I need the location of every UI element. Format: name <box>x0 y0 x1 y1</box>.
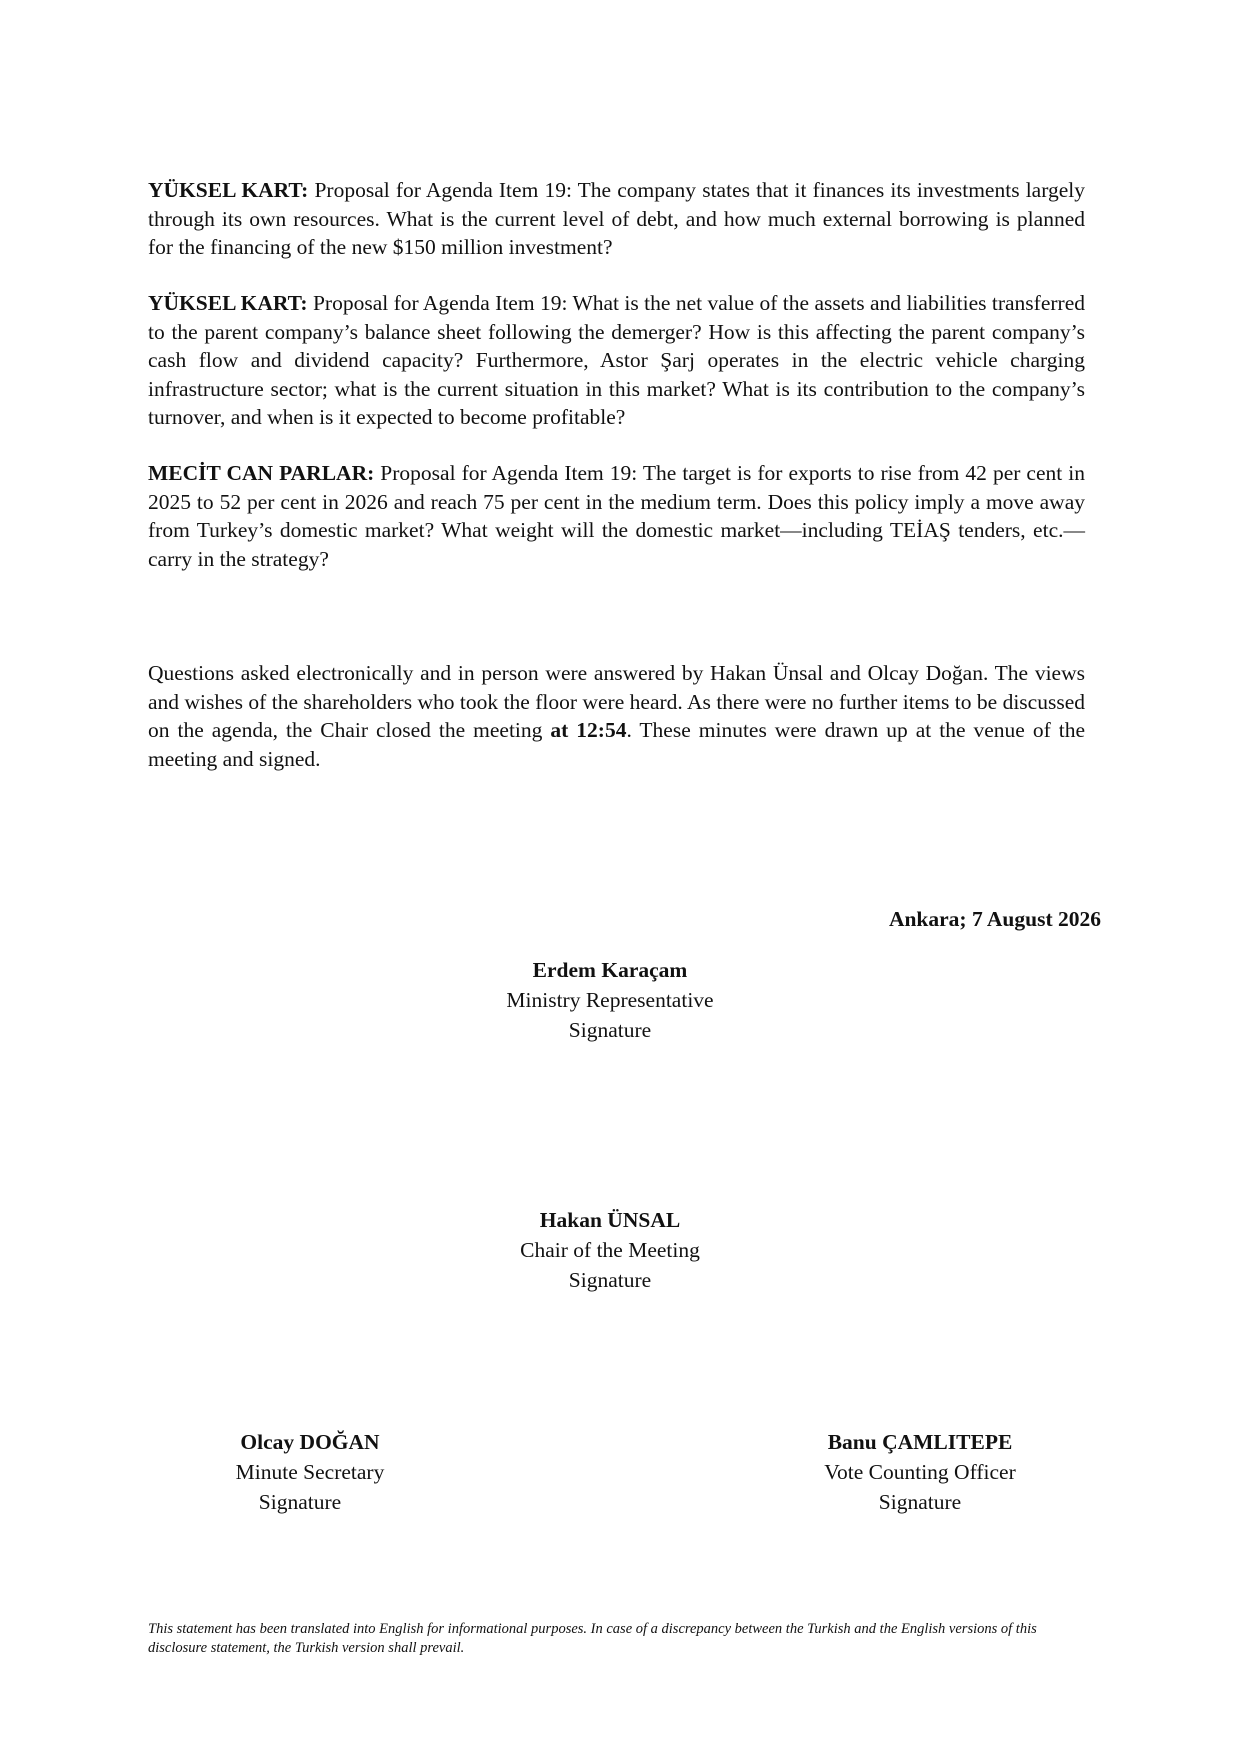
closing-time: at 12:54 <box>550 718 627 742</box>
signatory-name: Erdem Karaçam <box>532 958 688 982</box>
speaker-name: YÜKSEL KART: <box>148 291 308 315</box>
question-text: Proposal for Agenda Item 19: What is the net value of the assets and liabilities transferred to the parent company’s balance sheet following the demerger? How is this affecting the parent company’s cash flow and dividend capacity? Furthermore, Astor Şarj operates in the electric vehicle charging infrastructure sector; what is the current situation in this market? What is its contribution to the company’s turnover, and when is it expected to become profitable? <box>148 291 1085 429</box>
place-and-date: Ankara; 7 August 2026 <box>888 907 1101 931</box>
closing-text: Questions asked electronically and in person were answered by Hakan Ünsal and Olcay Doğan. The views and wishes of the shareholders who took the floor were heard. As there were no further items to be discussed on the agenda, the Chair closed the meeting <box>148 661 1085 742</box>
signature-label: Signature <box>258 1490 342 1514</box>
signatory-role: Ministry Representative <box>506 988 714 1012</box>
speaker-name: YÜKSEL KART: <box>148 178 309 202</box>
closing-paragraph <box>148 659 1085 773</box>
signatory-name: Olcay DOĞAN <box>240 1430 380 1454</box>
signature-block-secretary <box>180 1427 440 1517</box>
signature-label: Signature <box>878 1490 962 1514</box>
question-paragraph-3 <box>148 459 1085 573</box>
signatory-name: Hakan ÜNSAL <box>539 1208 681 1232</box>
speaker-name: MECİT CAN PARLAR: <box>148 461 375 485</box>
signature-block-ministry <box>390 955 830 1045</box>
question-paragraph-2 <box>148 289 1085 432</box>
signatory-role: Chair of the Meeting <box>520 1238 700 1262</box>
signature-block-vote-counter <box>770 1427 1070 1517</box>
closing-text-end: . These minutes were drawn up at the venue of the meeting and signed. <box>148 718 1086 771</box>
question-paragraph-1 <box>148 176 1085 262</box>
signature-label: Signature <box>568 1268 652 1292</box>
signature-label: Signature <box>568 1018 652 1042</box>
signatory-name: Banu ÇAMLITEPE <box>827 1430 1013 1454</box>
question-text: Proposal for Agenda Item 19: The company states that it finances its investments largely through its own resources. What is the current level of debt, and how much external borrowing is planned for the financing of the new $150 million investment? <box>148 178 1086 259</box>
translation-footnote: This statement has been translated into English for informational purposes. In case of a discrepancy between the Turkish and the English versions of this disclosure statement, the Turkish version shall prevail. <box>148 1621 1037 1656</box>
signatory-role: Vote Counting Officer <box>824 1460 1016 1484</box>
signatory-role: Minute Secretary <box>235 1460 385 1484</box>
question-text: Proposal for Agenda Item 19: The target is for exports to rise from 42 per cent in 2025 to 52 per cent in 2026 and reach 75 per cent in the medium term. Does this policy imply a move away from Turkey’s domestic market? What weight will the domestic market—including TEİAŞ tenders, etc.—carry in the strategy? <box>148 461 1085 571</box>
signature-block-chair <box>390 1205 830 1295</box>
